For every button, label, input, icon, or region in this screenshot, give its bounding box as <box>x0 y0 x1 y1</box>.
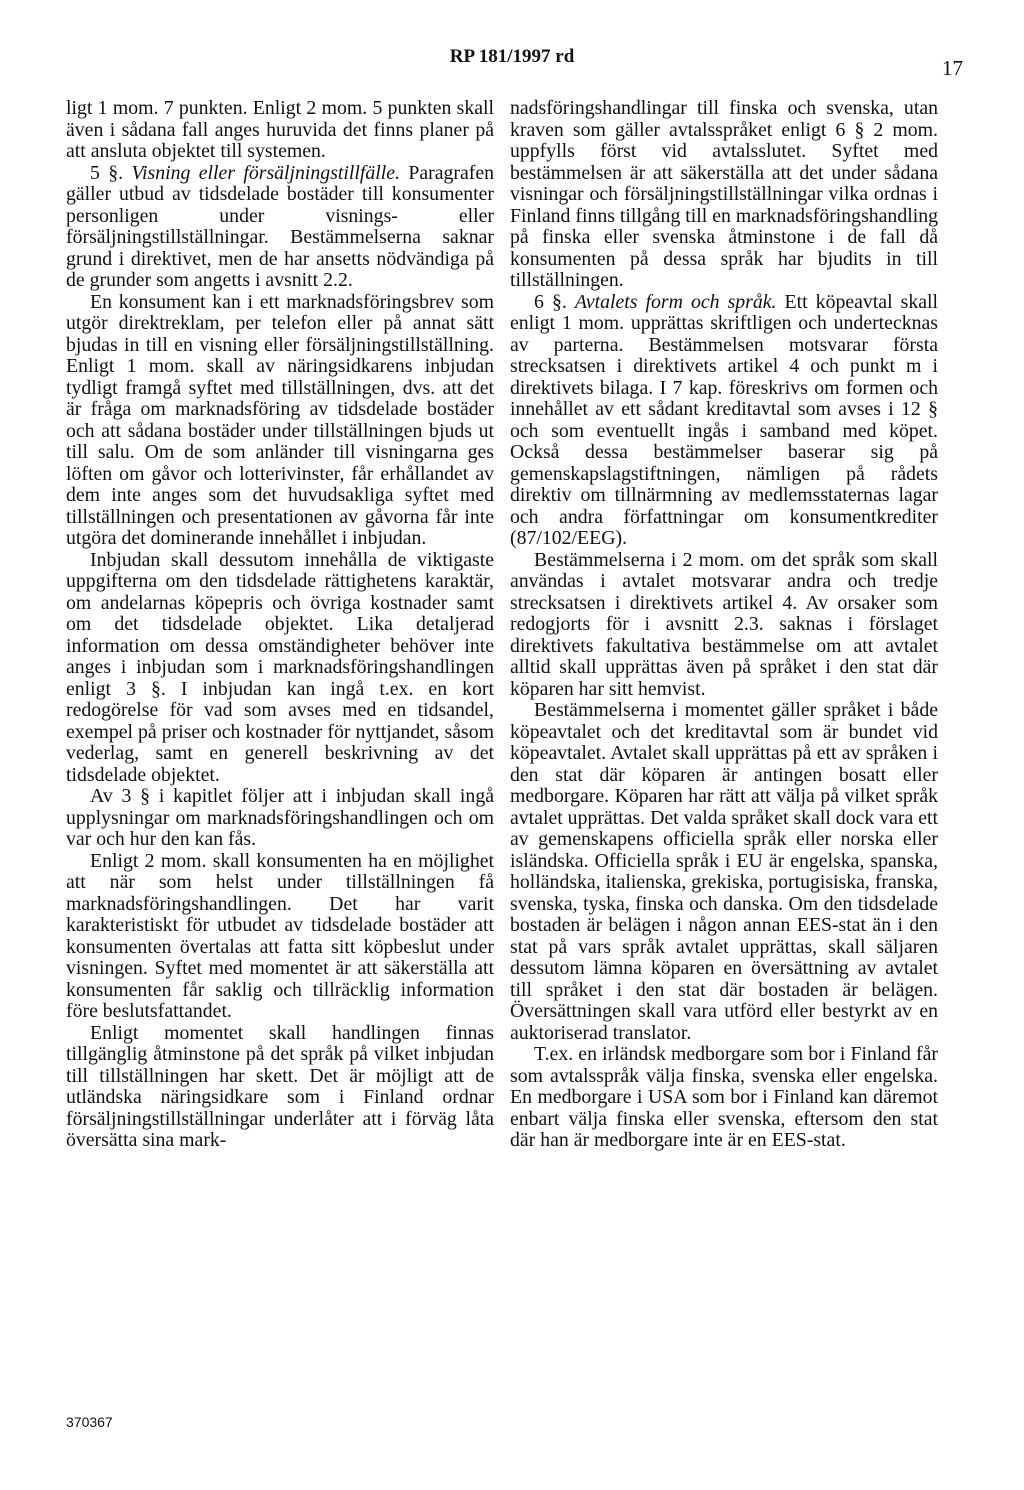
section-paragraph <box>66 163 494 292</box>
right-column <box>510 98 938 1152</box>
left-column <box>66 98 494 1152</box>
section-number: 5 §. <box>90 161 132 184</box>
paragraph: ligt 1 mom. 7 punkten. Enligt 2 mom. 5 punkten skall även i sådana fall anges huruvida det finns planer på att ansluta objektet till systemen. <box>66 97 494 162</box>
section-heading: Avtalets form och språk. <box>574 290 777 313</box>
section-number: 6 §. <box>534 290 575 313</box>
paragraph: Bestämmelserna i momentet gäller språket i både köpeavtalet och det kreditavtal som är bundet vid köpeavtalet. Avtalet skall upprättas på ett av språken i den stat där köparen är antingen bosatt eller medborgare. Köparen har rätt att välja på vilket språk avtalet upprättas. Det valda språket skall dock vara ett av gemenskapens officiella språk eller norska eller isländska. Officiella språk i EU är engelska, spanska, holländska, italienska, grekiska, portugisiska, franska, svenska, tyska, finska och danska. Om den tidsdelade bostaden är belägen i någon annan EES-stat än i den stat på vars språk avtalet upprättas, skall säljaren dessutom lämna köparen en översättning av avtalet till språket i den stat där bostaden är belägen. Översättningen skall vara utförd eller bestyrkt av en auktoriserad translator. <box>510 699 938 1044</box>
paragraph: Enligt 2 mom. skall konsumenten ha en möjlighet att när som helst under tillställningen få marknadsföringshandlingen. Det har varit karakteristiskt för utbudet av tidsdelade bostäder att konsumenten övertalas att fatta sitt köpbeslut under visningen. Syftet med momentet är att säkerställa att konsumenten får saklig och tillräcklig information före beslutsfattandet. <box>66 849 494 1022</box>
paragraph: T.ex. en irländsk medborgare som bor i Finland får som avtalsspråk välja finska, svenska eller engelska. En medborgare i USA som bor i Finland kan däremot enbart välja finska eller svenska, eftersom den stat där han är medborgare inte är en EES-stat. <box>510 1043 938 1151</box>
paragraph: Bestämmelserna i 2 mom. om det språk som skall användas i avtalet motsvarar andra och tredje strecksatsen i direktivets artikel 4. Av orsaker som redogjorts för i avsnitt 2.3. saknas i förslaget direktivets fakultativa bestämmelse om att avtalet alltid skall upprättas även på språket i den stat där köparen har sitt hemvist. <box>510 548 938 700</box>
footer-code: 370367 <box>66 1414 113 1430</box>
page-number: 17 <box>942 56 963 80</box>
page-header-title: RP 181/1997 rd <box>449 46 575 67</box>
paragraph: Av 3 § i kapitlet följer att i inbjudan skall ingå upplysningar om marknadsföringshandlingen och om var och hur den kan fås. <box>66 785 494 850</box>
section-text: Ett köpeavtal skall enligt 1 mom. upprättas skriftligen och undertecknas av parterna. Bestämmelsen motsvarar första strecksatsen i direktivets artikel 4 och punkt m i direktivets bilaga. I 7 kap. föreskrivs om formen och innehållet av ett sådant kreditavtal som avses i 12 § och som eventuellt ingås i samband med köpet. Också dessa bestämmelser baserar sig på gemenskapslagstiftningen, nämligen på rådets direktiv om tillnärmning av medlemsstaternas lagar och andra författningar om konsumentkrediter (87/102/EEG). <box>510 290 938 549</box>
paragraph: Enligt momentet skall handlingen finnas tillgänglig åtminstone på det språk på vilket inbjudan till tillställningen har skett. Det är möjligt att de utländska näringsidkare som i Finland ordnar försäljningstillställningar underlåter att i förväg låta översätta sina mark- <box>66 1021 494 1151</box>
section-heading: Visning eller försäljningstillfälle. <box>131 161 400 184</box>
paragraph: Inbjudan skall dessutom innehålla de viktigaste uppgifterna om den tidsdelade rättighetens karaktär, om andelarnas köpepris och övriga kostnader samt om det tidsdelade objektet. Lika detaljerad information om dessa omständigheter behöver inte anges i inbjudan som i marknadsföringshandlingen enligt 3 §. I inbjudan kan ingå t.ex. en kort redogörelse för vad som avses med en tidsandel, exempel på priser och kostnader för nyttjandet, såsom vederlag, samt en generell beskrivning av det tidsdelade objektet. <box>66 548 494 786</box>
paragraph: nadsföringshandlingar till finska och svenska, utan kraven som gäller avtalsspråket enligt 6 § 2 mom. uppfylls först vid avtalsslutet. Syftet med bestämmelsen är att säkerställa att det under sådana visningar och försäljningstillställningar vilka ordnas i Finland finns tillgång till en marknadsföringshandling på finska eller svenska åtminstone i de fall då konsumenten på dessa språk har bjudits in till tillställningen. <box>510 97 938 291</box>
section-paragraph <box>510 292 938 550</box>
paragraph: En konsument kan i ett marknadsföringsbrev som utgör direktreklam, per telefon eller på annat sätt bjudas in till en visning eller försäljningstillställning. Enligt 1 mom. skall av näringsidkarens inbjudan tydligt framgå syftet med tillställningen, dvs. att det är fråga om marknadsföring av tidsdelade bostäder och att sådana bostäder under tillställningen bjuds ut till salu. Om de som anländer till visningarna ges löften om gåvor och lotterivinster, får erhållandet av dem inte anges som det huvudsakliga syftet med tillställningen och presentationen av gåvorna får inte utgöra det dominerande innehållet i inbjudan. <box>66 290 494 549</box>
section-text: Paragrafen gäller utbud av tidsdelade bostäder till konsumenter personligen under visnings- eller försäljningstillställningar. Bestämmelserna saknar grund i direktivet, men de har ansetts nödvändiga på de grunder som angetts i avsnitt 2.2. <box>66 161 494 291</box>
